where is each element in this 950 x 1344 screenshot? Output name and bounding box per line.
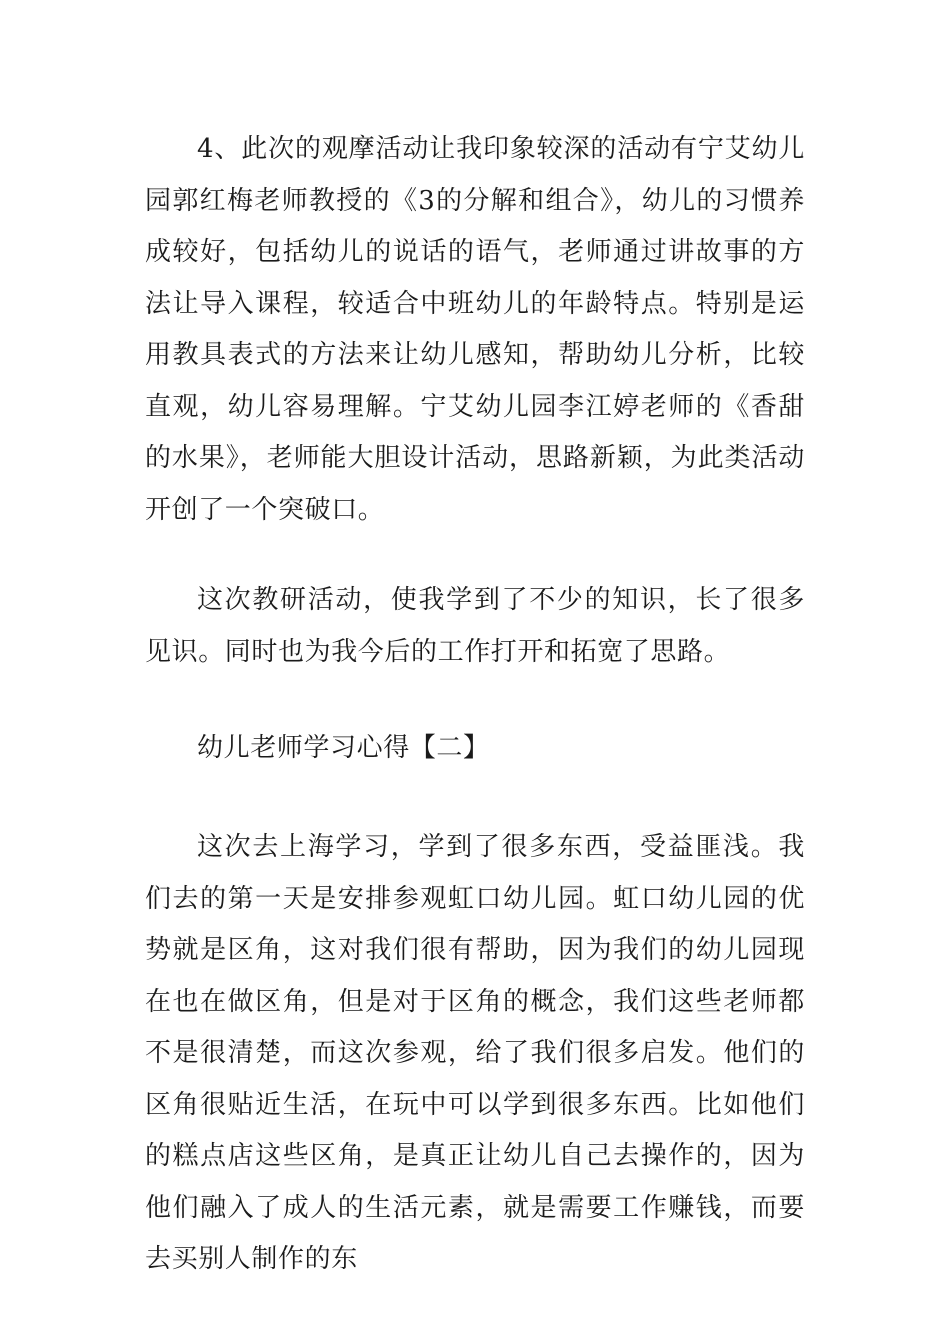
paragraph-research-summary: 这次教研活动，使我学到了不少的知识，长了很多见识。同时也为我今后的工作打开和拓宽了思路。	[145, 585, 805, 667]
section-heading: 幼儿老师学习心得【二】	[197, 733, 490, 763]
paragraph-observation-activity: 4、此次的观摩活动让我印象较深的活动有宁艾幼儿园郭红梅老师教授的《3的分解和组合》，幼儿的习惯养成较好，包括幼儿的说话的语气，老师通过讲故事的方法让导入课程，较适合中班幼儿的年龄特点。特别是运用教具表式的方法来让幼儿感知，帮助幼儿分析，比较直观，幼儿容易理解。宁艾幼儿园李江婷老师的《香甜的水果》，老师能大胆设计活动，思路新颖，为此类活动开创了一个突破口。	[145, 134, 805, 525]
paragraph-shanghai-study: 这次去上海学习，学到了很多东西，受益匪浅。我们去的第一天是安排参观虹口幼儿园。虹口幼儿园的优势就是区角，这对我们很有帮助，因为我们的幼儿园现在也在做区角，但是对于区角的概念，我们这些老师都不是很清楚，而这次参观，给了我们很多启发。他们的区角很贴近生活，在玩中可以学到很多东西。比如他们的糕点店这些区角，是真正让幼儿自己去操作的，因为他们融入了成人的生活元素，就是需要工作赚钱，而要去买别人制作的东	[145, 832, 805, 1274]
